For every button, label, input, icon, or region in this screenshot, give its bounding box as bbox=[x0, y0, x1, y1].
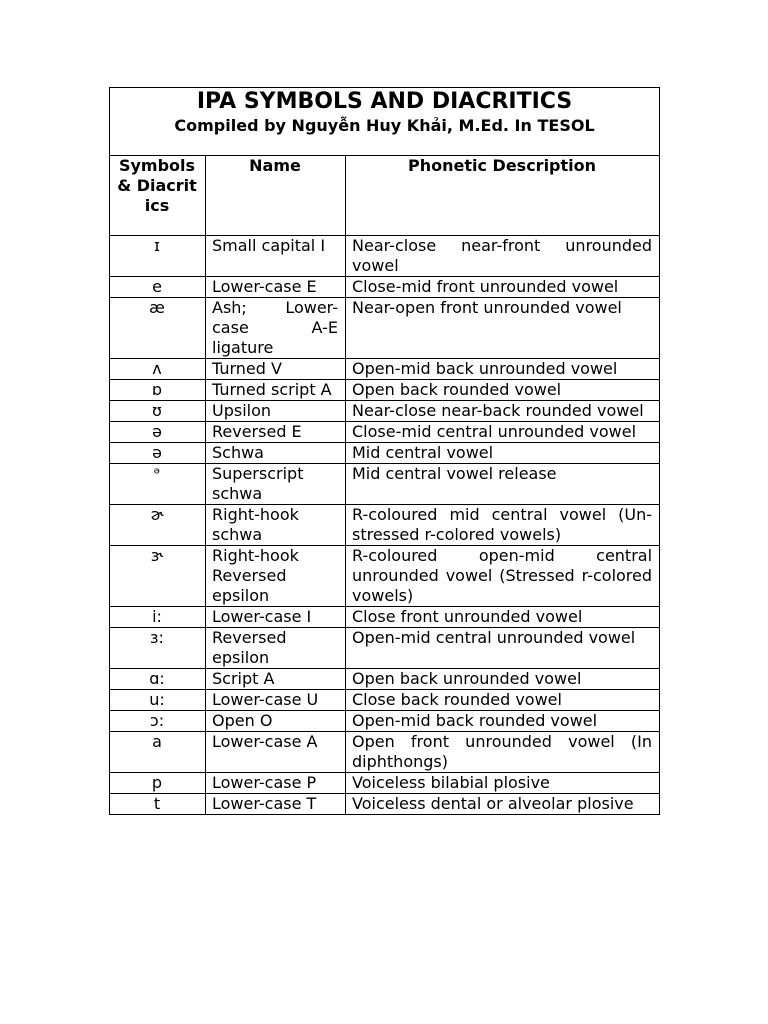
name-cell: Right-hook Reversed epsilon bbox=[206, 546, 346, 607]
table-row bbox=[110, 443, 660, 464]
header-name: Name bbox=[206, 156, 346, 236]
description-cell: Close front unrounded vowel bbox=[346, 607, 660, 628]
table-row bbox=[110, 732, 660, 773]
name-cell: Lower-case U bbox=[206, 690, 346, 711]
name-cell: Reversed E bbox=[206, 422, 346, 443]
symbol-cell: i: bbox=[110, 607, 206, 628]
name-cell: Right-hook schwa bbox=[206, 505, 346, 546]
symbol-cell: ʌ bbox=[110, 359, 206, 380]
description-cell: Near-close near-back rounded vowel bbox=[346, 401, 660, 422]
name-cell: Superscript schwa bbox=[206, 464, 346, 505]
document-subtitle: Compiled by Nguyễn Huy Khải, M.Ed. In TESOL bbox=[174, 116, 595, 135]
symbol-cell: ᵊ bbox=[110, 464, 206, 505]
name-cell: Lower-case E bbox=[206, 277, 346, 298]
name-cell: Turned script A bbox=[206, 380, 346, 401]
table-row bbox=[110, 359, 660, 380]
symbol-cell: p bbox=[110, 773, 206, 794]
symbol-cell: ɑ: bbox=[110, 669, 206, 690]
description-cell: Close-mid central unrounded vowel bbox=[346, 422, 660, 443]
description-cell: Open-mid central unrounded vowel bbox=[346, 628, 660, 669]
table-row bbox=[110, 236, 660, 277]
ipa-table bbox=[109, 87, 660, 815]
description-cell: Near-close near-front unrounded vowel bbox=[346, 236, 660, 277]
title-row bbox=[110, 88, 660, 156]
description-cell: Close-mid front unrounded vowel bbox=[346, 277, 660, 298]
symbol-cell: u: bbox=[110, 690, 206, 711]
description-cell: R-coloured open-mid central unrounded vowel (Stressed r-colored vowels) bbox=[346, 546, 660, 607]
table-row bbox=[110, 690, 660, 711]
symbol-cell: t bbox=[110, 794, 206, 815]
name-cell: Lower-case I bbox=[206, 607, 346, 628]
description-cell: Open-mid back rounded vowel bbox=[346, 711, 660, 732]
table-row bbox=[110, 711, 660, 732]
table-row bbox=[110, 464, 660, 505]
description-cell: Open-mid back unrounded vowel bbox=[346, 359, 660, 380]
description-cell: Open front unrounded vowel (In diphthongs) bbox=[346, 732, 660, 773]
symbol-cell: ɜ: bbox=[110, 628, 206, 669]
description-cell: Voiceless dental or alveolar plosive bbox=[346, 794, 660, 815]
table-row bbox=[110, 401, 660, 422]
table-row bbox=[110, 422, 660, 443]
description-cell: Mid central vowel bbox=[346, 443, 660, 464]
header-description: Phonetic Description bbox=[346, 156, 660, 236]
symbol-cell: æ bbox=[110, 298, 206, 359]
name-cell: Lower-case T bbox=[206, 794, 346, 815]
table-row bbox=[110, 794, 660, 815]
symbol-cell: ə bbox=[110, 422, 206, 443]
name-cell: Lower-case P bbox=[206, 773, 346, 794]
description-cell: Mid central vowel release bbox=[346, 464, 660, 505]
symbol-cell: a bbox=[110, 732, 206, 773]
symbol-cell: e bbox=[110, 277, 206, 298]
header-row bbox=[110, 156, 660, 236]
table-row bbox=[110, 546, 660, 607]
description-cell: R-coloured mid central vowel (Un-stressed r-colored vowels) bbox=[346, 505, 660, 546]
table-row bbox=[110, 628, 660, 669]
table-row bbox=[110, 773, 660, 794]
name-cell: Reversed epsilon bbox=[206, 628, 346, 669]
name-cell: Ash; Lower-case A-E ligature bbox=[206, 298, 346, 359]
name-cell: Schwa bbox=[206, 443, 346, 464]
symbol-cell: ə bbox=[110, 443, 206, 464]
table-row bbox=[110, 298, 660, 359]
table-row bbox=[110, 505, 660, 546]
table-body bbox=[110, 236, 660, 815]
symbol-cell: ɝ bbox=[110, 546, 206, 607]
description-cell: Open back unrounded vowel bbox=[346, 669, 660, 690]
symbol-cell: ɔ: bbox=[110, 711, 206, 732]
description-cell: Open back rounded vowel bbox=[346, 380, 660, 401]
name-cell: Open O bbox=[206, 711, 346, 732]
symbol-cell: ɒ bbox=[110, 380, 206, 401]
table-row bbox=[110, 277, 660, 298]
symbol-cell: ʊ bbox=[110, 401, 206, 422]
name-cell: Upsilon bbox=[206, 401, 346, 422]
symbol-cell: ɚ bbox=[110, 505, 206, 546]
title-cell bbox=[110, 88, 660, 156]
name-cell: Small capital I bbox=[206, 236, 346, 277]
table-row bbox=[110, 380, 660, 401]
name-cell: Turned V bbox=[206, 359, 346, 380]
name-cell: Lower-case A bbox=[206, 732, 346, 773]
header-symbol: Symbols & Diacritics bbox=[110, 156, 206, 236]
document-title: IPA SYMBOLS AND DIACRITICS bbox=[196, 89, 573, 114]
name-cell: Script A bbox=[206, 669, 346, 690]
table-row bbox=[110, 607, 660, 628]
symbol-cell: ɪ bbox=[110, 236, 206, 277]
description-cell: Close back rounded vowel bbox=[346, 690, 660, 711]
description-cell: Near-open front unrounded vowel bbox=[346, 298, 660, 359]
table-row bbox=[110, 669, 660, 690]
description-cell: Voiceless bilabial plosive bbox=[346, 773, 660, 794]
